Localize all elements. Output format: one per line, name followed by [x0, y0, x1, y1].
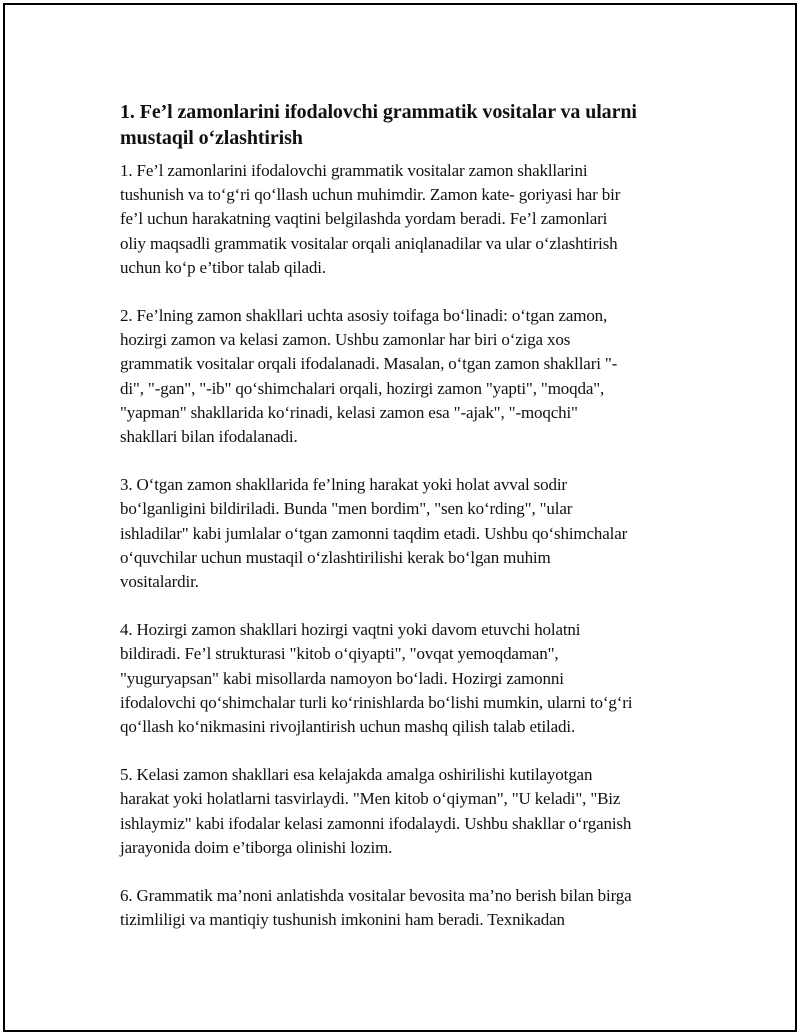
paragraph-3: 3. O‘tgan zamon shakllarida fe’lning harakat yoki holat avval sodir bo‘lganligini bildiriladi. Bunda "men bordim", "sen ko‘rding", "ular ishladilar" kabi jumlalar o‘tgan zamonni taqdim etadi. Ushbu qo‘shimchalar o‘quvchilar uchun mustaqil o‘zlashtirilishi kerak bo‘lgan muhim vositalardir.: [120, 475, 628, 592]
document-body: [120, 99, 695, 956]
paragraph-5: 5. Kelasi zamon shakllari esa kelajakda amalga oshirilishi kutilayotgan harakat yoki holatlarni tasvirlaydi. "Men kitob o‘qiyman", "U keladi", "Biz ishlaymiz" kabi ifodalar kelasi zamonni ifodalaydi. Ushbu shakllar o‘rganish jarayonida doim e’tiborga olinishi lozim.: [120, 765, 632, 857]
section-heading: 1. Fe’l zamonlarini ifodalovchi grammatik vositalar va ularni mustaqil o‘zlashtirish: [120, 101, 637, 149]
document-page: [3, 3, 797, 1032]
paragraph-2: 2. Fe’lning zamon shakllari uchta asosiy toifaga bo‘linadi: o‘tgan zamon, hozirgi zamon va kelasi zamon. Ushbu zamonlar har biri o‘ziga xos grammatik vositalar orqali ifodalanadi. Masalan, o‘tgan zamon shakllari "- di", "-gan", "-ib" qo‘shimchalari orqali, hozirgi zamon "yapti", "moqda", "yapman" shakllarida ko‘rinadi, kelasi zamon esa "-ajak", "-moqchi" shakllari bilan ifodalanadi.: [120, 306, 618, 447]
paragraph-1: 1. Fe’l zamonlarini ifodalovchi grammatik vositalar zamon shakllarini tushunish va to‘g‘ri qo‘llash uchun muhimdir. Zamon kate- goriyasi har bir fe’l uchun harakatning vaqtini belgilashda yordam beradi. Fe’l zamonlari oliy maqsadli grammatik vositalar orqali aniqlanadilar va ular o‘zlashtirish uchun ko‘p e’tibor talab qiladi.: [120, 161, 621, 277]
paragraph-4: 4. Hozirgi zamon shakllari hozirgi vaqtni yoki davom etuvchi holatni bildiradi. Fe’l strukturasi "kitob o‘qiyapti", "ovqat yemoqdaman", "yuguryapsan" kabi misollarda namoyon bo‘ladi. Hozirgi zamonni ifodalovchi qo‘shimchalar turli ko‘rinishlarda bo‘lishi mumkin, ularni to‘g‘ri qo‘llash ko‘nikmasini rivojlantirish uchun mashq qilish talab etiladi.: [120, 620, 633, 737]
paragraph-6: 6. Grammatik ma’noni anlatishda vositalar bevosita ma’no berish bilan birga tizimliligi va mantiqiy tushunish imkonini ham beradi. Texnikadan: [120, 886, 632, 930]
